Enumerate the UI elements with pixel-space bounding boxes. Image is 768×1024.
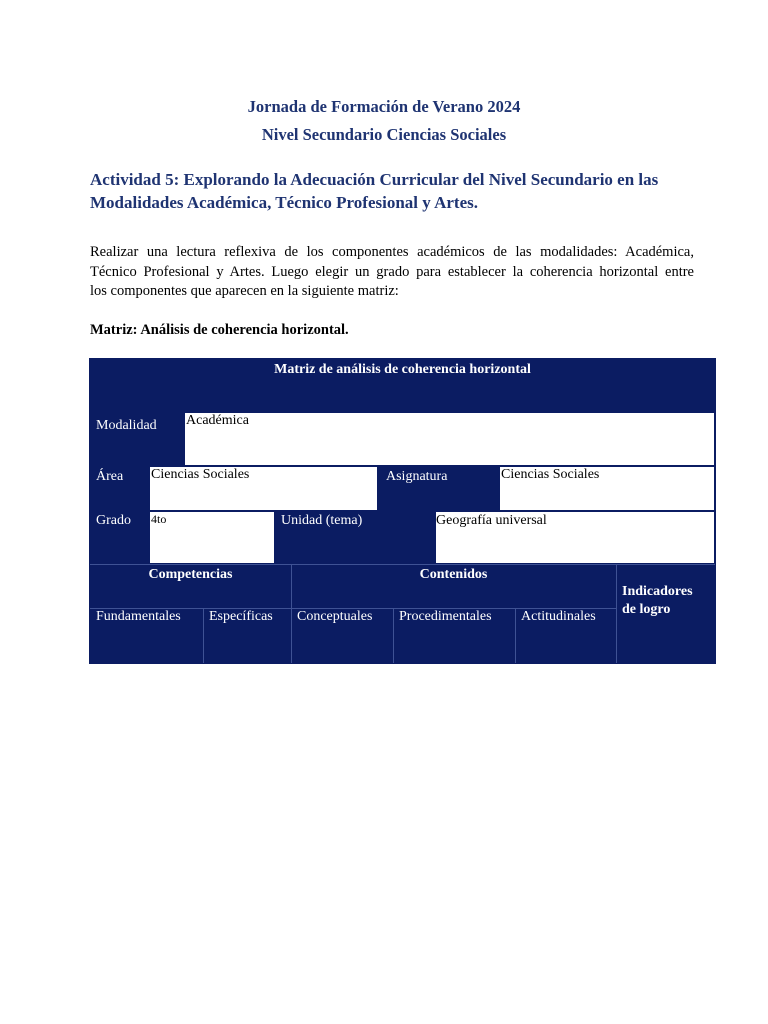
activity-heading (90, 168, 710, 214)
actitudinales-header: Actitudinales (515, 608, 616, 663)
modalidad-label: Modalidad (90, 412, 184, 466)
conceptuales-header: Conceptuales (291, 608, 393, 663)
activity-heading-line2: Modalidades Académica, Técnico Profesional y Artes. (90, 193, 478, 212)
unidad-label: Unidad (tema) (275, 511, 435, 564)
instructions-line1: Realizar una lectura reflexiva de los componentes académicos de las modalidades: Académica, (90, 244, 694, 260)
page-title: Jornada de Formación de Verano 2024 (247, 97, 521, 116)
table-title: Matriz de análisis de coherencia horizontal (90, 359, 715, 412)
table-border (89, 358, 716, 664)
fundamentales-header: Fundamentales (90, 608, 203, 663)
page-subtitle: Nivel Secundario Ciencias Sociales (261, 125, 507, 144)
asignatura-label: Asignatura (378, 466, 499, 511)
modalidad-value: Académica (184, 412, 715, 466)
instructions-line3: los componentes que aparecen en la siguiente matriz: (90, 283, 399, 299)
asignatura-value: Ciencias Sociales (499, 466, 715, 511)
indicadores-header: Indicadores de logro (616, 564, 715, 663)
instructions-paragraph (90, 243, 694, 302)
instructions-line2: Técnico Profesional y Artes. Luego elegir un grado para establecer la coherencia horizontal entre (90, 263, 694, 280)
contenidos-header: Contenidos (291, 564, 616, 608)
especificas-header: Específicas (203, 608, 291, 663)
competencias-header: Competencias (90, 564, 291, 608)
grado-value: 4to (149, 511, 275, 564)
area-value: Ciencias Sociales (149, 466, 378, 511)
unidad-value: Geografía universal (435, 511, 715, 564)
procedimentales-header: Procedimentales (393, 608, 515, 663)
area-label: Área (90, 466, 149, 511)
activity-heading-line1: Actividad 5: Explorando la Adecuación Curricular del Nivel Secundario en las (90, 170, 659, 189)
grado-label: Grado (90, 511, 149, 564)
matrix-caption: Matriz: Análisis de coherencia horizontal. (90, 322, 349, 338)
